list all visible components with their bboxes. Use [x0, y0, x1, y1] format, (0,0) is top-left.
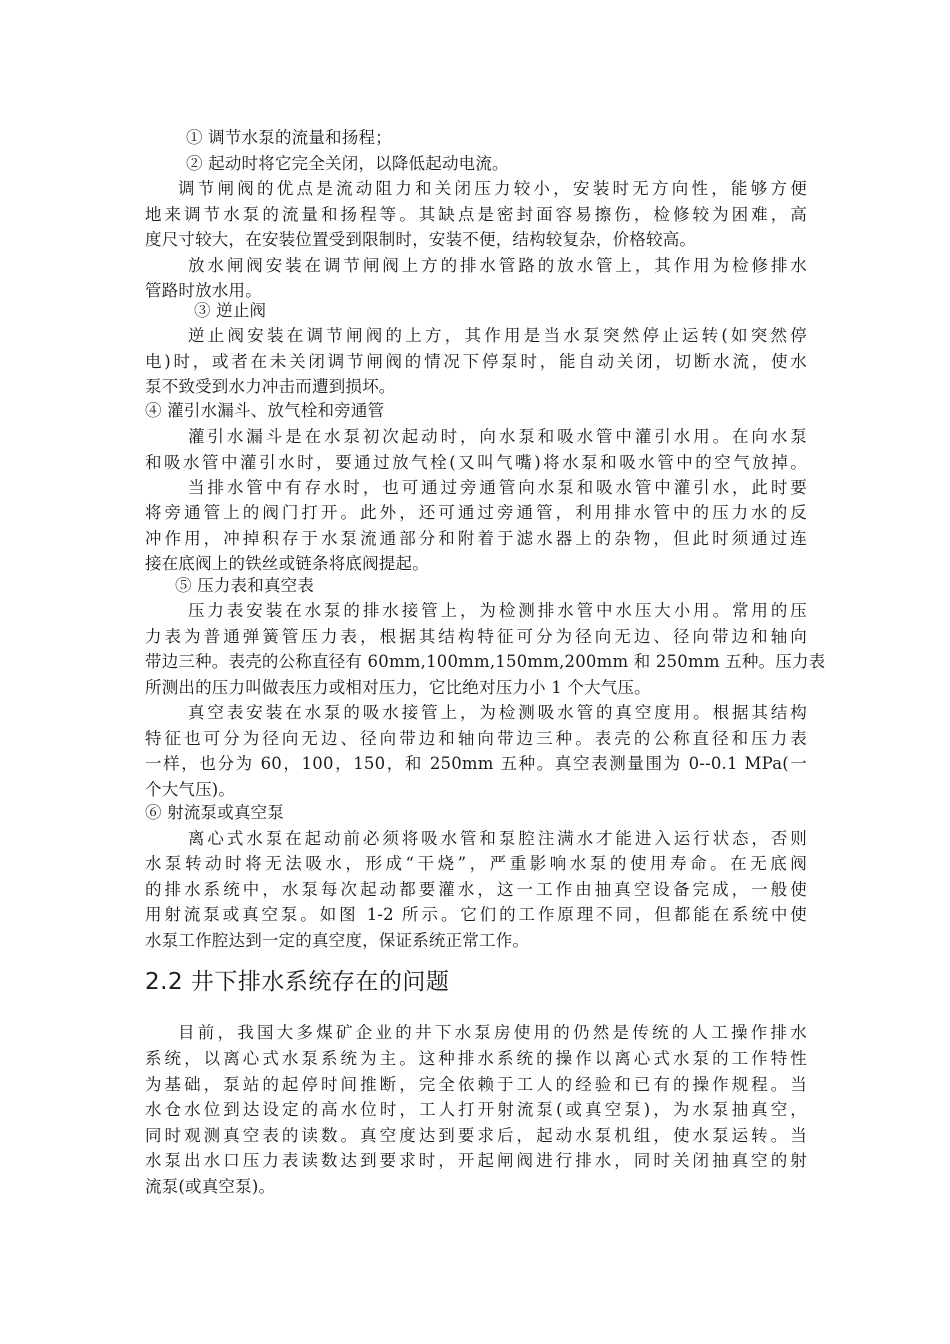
text-line: 水泵出水口压力表读数达到要求时，开起闸阀进行排水，同时关闭抽真空的射	[145, 1151, 807, 1170]
text-line: 压力表安装在水泵的排水接管上，为检测排水管中水压大小用。常用的压	[188, 601, 807, 620]
text-line: ⑥ 射流泵或真空泵	[145, 803, 285, 822]
text-line: 带边三种。表壳的公称直径有 60mm,100mm,150mm,200mm 和 250mm 五种。压力表	[145, 652, 826, 671]
text-line: 真空表安装在水泵的吸水接管上，为检测吸水管的真空度用。根据其结构	[188, 703, 807, 722]
text-line: 水泵转动时将无法吸水，形成“干烧”，严重影响水泵的使用寿命。在无底阀	[145, 854, 807, 873]
text-line: 冲作用，冲掉积存于水泵流通部分和附着于滤水器上的杂物，但此时须通过连	[145, 529, 807, 548]
text-line: 逆止阀安装在调节闸阀的上方，其作用是当水泵突然停止运转(如突然停	[188, 326, 807, 345]
section-heading: 2.2 井下排水系统存在的问题	[145, 969, 450, 995]
text-line: 系统，以离心式水泵系统为主。这种排水系统的操作以离心式水泵的工作特性	[145, 1049, 807, 1068]
text-line: 力表为普通弹簧管压力表，根据其结构特征可分为径向无边、径向带边和轴向	[145, 627, 807, 646]
text-line: 放水闸阀安装在调节闸阀上方的排水管路的放水管上，其作用为检修排水	[188, 256, 807, 275]
text-line: 目前，我国大多煤矿企业的井下水泵房使用的仍然是传统的人工操作排水	[178, 1023, 807, 1042]
text-line: 流泵(或真空泵)。	[145, 1177, 276, 1196]
text-line: 地来调节水泵的流量和扬程等。其缺点是密封面容易擦伤，检修较为困难，高	[145, 205, 807, 224]
text-line: 为基础，泵站的起停时间推断，完全依赖于工人的经验和已有的操作规程。当	[145, 1075, 807, 1094]
text-line: ② 起动时将它完全关闭，以降低起动电流。	[186, 154, 509, 173]
text-line: 灌引水漏斗是在水泵初次起动时，向水泵和吸水管中灌引水用。在向水泵	[188, 427, 807, 446]
text-line: 同时观测真空表的读数。真空度达到要求后，起动水泵机组，使水泵运转。当	[145, 1126, 807, 1145]
text-line: 水仓水位到达设定的高水位时，工人打开射流泵(或真空泵)，为水泵抽真空，	[145, 1100, 807, 1119]
text-line: 离心式水泵在起动前必须将吸水管和泵腔注满水才能进入运行状态，否则	[188, 829, 807, 848]
text-line: 当排水管中有存水时，也可通过旁通管向水泵和吸水管中灌引水，此时要	[188, 478, 807, 497]
text-line: 电)时，或者在未关闭调节闸阀的情况下停泵时，能自动关闭，切断水流，使水	[145, 352, 807, 371]
text-line: ③ 逆止阀	[194, 301, 267, 320]
text-line: 个大气压)。	[145, 780, 236, 799]
text-line: 调节闸阀的优点是流动阻力和关闭压力较小，安装时无方向性，能够方便	[178, 179, 807, 198]
text-line: 一样，也分为 60，100，150，和 250mm 五种。真空表测量围为 0--0.1 MPa(一	[145, 754, 807, 773]
text-line: 水泵工作腔达到一定的真空度，保证系统正常工作。	[145, 931, 530, 950]
text-line: 泵不致受到水力冲击而遭到损坏。	[145, 377, 396, 396]
text-line: 特征也可分为径向无边、径向带边和轴向带边三种。表壳的公称直径和压力表	[145, 729, 807, 748]
text-line: 管路时放水用。	[145, 281, 262, 300]
text-line: 将旁通管上的阀门打开。此外，还可通过旁通管，利用排水管中的压力水的反	[145, 503, 807, 522]
text-line: 所测出的压力叫做表压力或相对压力，它比绝对压力小 1 个大气压。	[145, 678, 651, 697]
text-line: 用射流泵或真空泵。如图 1-2 所示。它们的工作原理不同，但都能在系统中使	[145, 905, 807, 924]
text-line: 度尺寸较大，在安装位置受到限制时，安装不便，结构较复杂，价格较高。	[145, 230, 697, 249]
text-line: 接在底阀上的铁丝或链条将底阀提起。	[145, 554, 429, 573]
text-line: 和吸水管中灌引水时，要通过放气栓(又叫气嘴)将水泵和吸水管中的空气放掉。	[145, 453, 807, 472]
text-line: ⑤ 压力表和真空表	[175, 576, 315, 595]
text-line: ① 调节水泵的流量和扬程；	[186, 128, 392, 147]
text-line: ④ 灌引水漏斗、放气栓和旁通管	[145, 401, 385, 420]
text-line: 的排水系统中，水泵每次起动都要灌水，这一工作由抽真空设备完成，一般使	[145, 880, 807, 899]
